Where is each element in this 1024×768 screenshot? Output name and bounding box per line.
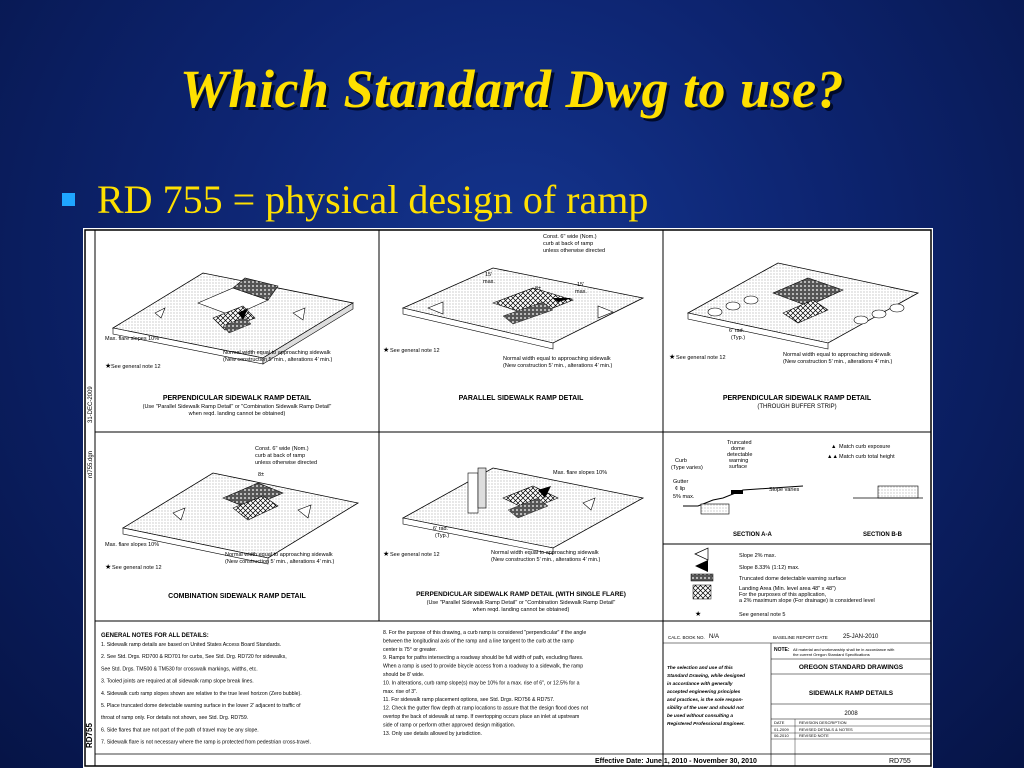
rev-2-date: 06-2010 — [774, 733, 789, 738]
p5-subtitle-2: when reqd. landing cannot be obtained) — [472, 607, 570, 613]
dome-surface-icon — [691, 574, 713, 581]
rev-header-desc: REVISION DESCRIPTION — [799, 720, 847, 725]
p5-general-note: See general note 12 — [390, 552, 440, 558]
star-icon: ★ — [105, 363, 112, 370]
legend-text-3: a 2% maximum slope (For drainage) is considered level — [739, 598, 875, 604]
slide-title: Which Standard Dwg to use? — [179, 59, 845, 119]
legend-item — [691, 574, 846, 582]
p4-dim: 8± — [258, 472, 265, 478]
text-line: 3. Tooled joints are required at all sidewalk ramp slope break lines. — [101, 678, 254, 685]
bullet-square-icon — [62, 193, 75, 206]
legend-text-2: For the purposes of this application, — [739, 592, 827, 598]
text-line: sibility of the user and should not — [667, 706, 744, 711]
truncated-label-3: detectable — [727, 452, 753, 458]
legend-item — [695, 610, 785, 618]
rev-2-desc: REVISED NOTE — [799, 733, 829, 738]
standard-drawing — [83, 228, 933, 768]
star-icon: ★ — [669, 354, 676, 361]
gutter-label: Gutter — [673, 479, 689, 485]
text-line: 9. Ramps for paths intersecting a roadway should be full width of path, excluding flares. — [383, 655, 584, 662]
text-line: throat of ramp only. For details not shown, see Std. Drg. RD759. — [101, 715, 249, 722]
note-text-2: the current Oregon Standard Specifications — [793, 652, 870, 657]
match-height-label: Match curb total height — [839, 454, 895, 460]
text-line: 2. See Std. Drgs. RD700 & RD701 for curbs, See Std. Drg. RD720 for sidewalks, — [101, 654, 287, 661]
panel-buffer-strip-ramp — [669, 263, 918, 410]
p2-dim-1: 15' — [485, 272, 493, 278]
section-b-label: SECTION B-B — [863, 532, 902, 538]
baseline-value: 25-JAN-2010 — [843, 634, 879, 640]
text-line: overtop the back of sidewalk at ramp. If overtopping occurs place an inlet at upstream — [383, 714, 580, 720]
text-line: accepted engineering principles — [667, 690, 741, 695]
legend-item — [695, 548, 776, 560]
drawing-title: SIDEWALK RAMP DETAILS — [808, 690, 894, 697]
p1-subtitle-2: when reqd. landing cannot be obtained) — [188, 411, 286, 417]
calc-book-label: CALC. BOOK NO. — [668, 635, 705, 640]
legend-text: Slope 8.33% (1:12) max. — [739, 565, 800, 571]
p5-note-line2: (New construction 5' min., alterations 4' min.) — [491, 557, 601, 563]
rev-1-desc: REVISED DETAILS & NOTES — [799, 727, 853, 732]
p1-note-line2: (New construction 5' min., alterations 4' min.) — [223, 357, 333, 363]
section-a-label: SECTION A-A — [733, 532, 772, 538]
curb-label: Curb — [675, 458, 687, 464]
notes-left-column — [101, 642, 311, 746]
solid-arrow-icon — [695, 560, 708, 572]
p5-radius-1: 6' rad. — [433, 526, 449, 532]
p2-dim-3: 8± — [535, 286, 542, 292]
note-label: NOTE: — [774, 647, 790, 653]
text-line: 12. Check the gutter flow depth at ramp locations to assure that the design flood does not — [383, 705, 589, 712]
legend-item — [693, 585, 875, 604]
disclaimer — [667, 665, 746, 727]
p5-title: PERPENDICULAR SIDEWALK RAMP DETAIL (WITH SINGLE FLARE) — [416, 591, 626, 598]
panel-combination-ramp — [105, 446, 358, 600]
text-line: The selection and use of this — [667, 666, 733, 671]
text-line: 11. For sidewalk ramp placement options, see Std. Drgs. RD756 & RD757. — [383, 697, 555, 704]
side-filename: rd755.dgn — [88, 450, 94, 478]
triangle-icon: ▲ — [831, 444, 837, 450]
side-date: 31-DEC-2009 — [88, 386, 94, 423]
p5-note-line1: Normal width equal to approaching sidewalk — [491, 550, 599, 556]
bullet-item — [62, 174, 648, 224]
p1-title: PERPENDICULAR SIDEWALK RAMP DETAIL — [162, 395, 312, 402]
p2-note-line2: (New construction 5' min., alterations 4' min.) — [503, 363, 613, 369]
p4-curb-note-1: Const. 6" wide (Nom.) — [255, 446, 309, 452]
p1-subtitle-1: (Use "Parallel Sidewalk Ramp Detail" or "Combination Sidewalk Ramp Detail" — [142, 404, 332, 410]
p3-note-line2: (New construction 5' min., alterations 4' min.) — [783, 359, 893, 365]
curb-type-label: (Type varies) — [671, 465, 703, 471]
text-line: When a ramp is used to provide bicycle access from a roadway to a sidewalk, the ramp — [383, 663, 584, 670]
p3-radius-2: (Typ.) — [731, 335, 746, 341]
star-icon: ★ — [695, 611, 702, 618]
p2-curb-note-2: curb at back of ramp — [543, 241, 594, 247]
star-icon: ★ — [105, 564, 112, 571]
p4-note-line2: (New construction 5' min., alterations 4' min.) — [225, 559, 335, 565]
match-exposure-label: Match curb exposure — [839, 444, 891, 450]
text-line: Registered Professional Engineer. — [667, 722, 745, 727]
truncated-label-2: dome — [731, 446, 745, 452]
bullet-text: RD 755 = physical design of ramp — [97, 176, 649, 222]
rev-header-date: DATE — [774, 720, 785, 725]
text-line: side of ramp or perform other approved design mitigation. — [383, 722, 516, 729]
legend-text: Slope 2% max. — [739, 553, 776, 559]
p4-general-note: See general note 12 — [112, 565, 162, 571]
effective-date: Effective Date: June 1, 2010 - November 30, 2010 — [595, 758, 757, 765]
p4-title: COMBINATION SIDEWALK RAMP DETAIL — [168, 593, 306, 600]
p4-note-line1: Normal width equal to approaching sidewalk — [225, 552, 333, 558]
text-line: center is 75° or greater. — [383, 646, 437, 653]
text-line: 5. Place truncated dome detectable warning surface in the lower 2' adjacent to traffic of — [101, 703, 301, 709]
p4-curb-note-2: curb at back of ramp — [255, 453, 306, 459]
text-line: 4. Sidewalk curb ramp slopes shown are relative to the true level horizon (Zero bubble). — [101, 690, 302, 697]
slope-max-label: 5% max. — [673, 494, 695, 500]
p2-dim-2: 15' — [577, 282, 585, 288]
p3-note-line1: Normal width equal to approaching sidewalk — [783, 352, 891, 358]
notes-title: GENERAL NOTES FOR ALL DETAILS: — [101, 633, 209, 639]
landing-area-icon — [693, 585, 711, 599]
p1-flare-label: Max. flare slopes 10% — [105, 336, 160, 342]
panel-single-flare-ramp — [383, 468, 643, 613]
calc-book-value: N/A — [709, 634, 720, 640]
legend-text: Truncated dome detectable warning surface — [739, 576, 847, 582]
text-line: in accordance with generally — [667, 682, 733, 687]
text-line: See Std. Drgs. TM500 & TM530 for crosswalk markings, widths, etc. — [101, 666, 258, 673]
rev-1-date: 01-2009 — [774, 727, 789, 732]
p2-curb-note-3: unless otherwise directed — [543, 248, 606, 254]
p4-curb-note-3: unless otherwise directed — [255, 460, 318, 466]
p5-flare-label: Max. flare slopes 10% — [553, 470, 608, 476]
text-line: 8. For the purpose of this drawing, a curb ramp is considered "perpendicular" if the angle — [383, 630, 587, 636]
p3-title: PERPENDICULAR SIDEWALK RAMP DETAIL — [722, 395, 872, 402]
triangle-double-icon: ▲▲ — [827, 454, 838, 460]
text-line: should be 8' wide. — [383, 672, 425, 678]
p2-dim-1b: max. — [483, 279, 495, 285]
legend-item — [695, 560, 800, 572]
text-line: 13. Only use details allowed by jurisdiction. — [383, 730, 482, 737]
note-text-1: All material and workmanship shall be in accordance with — [793, 647, 895, 652]
truncated-label-1: Truncated — [727, 440, 752, 446]
footer-drawing-number: RD755 — [889, 758, 911, 765]
p5-radius-2: (Typ.) — [435, 533, 450, 539]
p2-title: PARALLEL SIDEWALK RAMP DETAIL — [458, 395, 584, 402]
star-icon: ★ — [383, 551, 390, 558]
truncated-label-4: warning — [729, 458, 749, 464]
text-line: and practices, is the sole respon- — [667, 698, 743, 703]
p2-curb-note-1: Const. 6" wide (Nom.) — [543, 234, 597, 240]
text-line: between the longitudinal axis of the ramp and a line tangent to the curb at the ramp — [383, 638, 574, 645]
p3-subtitle: (THROUGH BUFFER STRIP) — [757, 404, 837, 410]
legend-text: Landing Area (Min. level area 48" x 48") — [739, 586, 836, 592]
p3-general-note: See general note 12 — [676, 355, 726, 361]
legend — [691, 548, 875, 618]
panel-sections — [671, 440, 923, 538]
general-notes — [101, 630, 589, 746]
notes-right-column — [383, 630, 589, 737]
slope-varies-label: Slope varies — [769, 487, 800, 493]
side-drawing-number: RD755 — [85, 723, 94, 748]
text-line: Standard Drawing, while designed — [667, 674, 746, 679]
p4-flare-label: Max. flare slopes 10% — [105, 542, 160, 548]
outline-arrow-icon — [695, 548, 708, 560]
p1-note-line1: Normal width equal to approaching sidewalk — [223, 350, 331, 356]
p3-radius-1: 6' rad. — [729, 328, 745, 334]
text-line: 1. Sidewalk ramp details are based on United States Access Board Standards. — [101, 642, 282, 648]
drawing-year: 2008 — [844, 711, 858, 717]
panel-perpendicular-ramp — [105, 273, 353, 417]
lip-label: ¢ lip — [675, 486, 686, 492]
agency-label: OREGON STANDARD DRAWINGS — [798, 664, 904, 671]
text-line: 6. Side flares that are not part of the path of travel may be any slope. — [101, 727, 259, 734]
text-line: 7. Sidewalk flare is not necessary where the ramp is protected from pedestrian cross-travel. — [101, 739, 311, 746]
p2-note-line1: Normal width equal to approaching sidewalk — [503, 356, 611, 362]
p5-subtitle-1: (Use "Parallel Sidewalk Ramp Detail" or "Combination Sidewalk Ramp Detail" — [426, 600, 616, 606]
p2-general-note: See general note 12 — [390, 348, 440, 354]
text-line: max. rise of 3". — [383, 688, 418, 695]
truncated-label-5: surface — [729, 464, 748, 470]
text-line: 10. In alterations, curb ramp slope(s) may be 10% for a max. rise of 6", or 12.5% for a — [383, 680, 580, 687]
baseline-label: BASELINE REPORT DATE — [773, 635, 828, 640]
p2-dim-2b: max. — [575, 289, 587, 295]
text-line: be used without consulting a — [667, 714, 734, 719]
panel-parallel-ramp — [383, 234, 643, 402]
legend-text: See general note 5 — [739, 612, 786, 618]
star-icon: ★ — [383, 347, 390, 354]
p1-general-note: See general note 12 — [111, 364, 161, 370]
